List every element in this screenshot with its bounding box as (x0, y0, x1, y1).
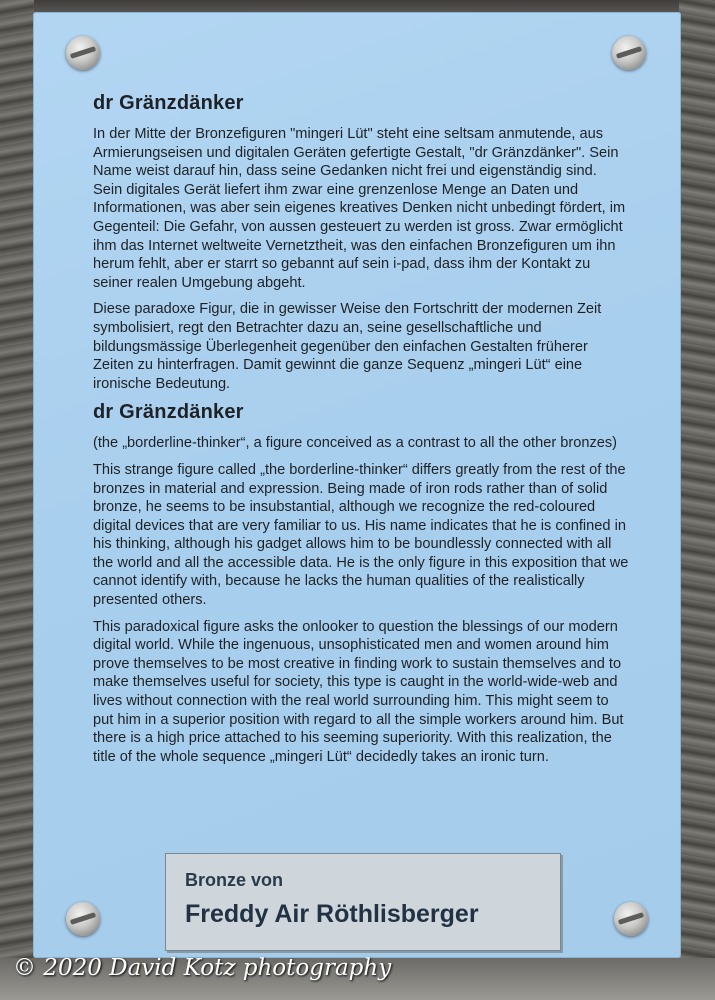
screw-icon (614, 902, 648, 936)
screw-icon (66, 902, 100, 936)
plaque-text (93, 92, 629, 774)
screw-icon (66, 36, 100, 70)
frame-left-rebar (0, 0, 34, 1000)
photo-watermark: © 2020 David Kotz photography (13, 955, 392, 981)
screw-icon (612, 36, 646, 70)
artist-label (165, 853, 561, 951)
english-subtitle: (the „borderline-thinker“, a figure conceived as a contrast to all the other bronzes) (93, 435, 618, 452)
artist-label-line1: Bronze von (185, 870, 284, 890)
german-paragraph-1: In der Mitte der Bronzefiguren "mingeri Lüt" steht eine seltsam anmutende, aus Armierungseisen und digitalen Geräten gefertigte Gestalt, "dr Gränzdänker". Sein Name weist darauf hin, dass seine Gedanken nicht frei und eigenständig sind. Sein digitales Gerät liefert ihm zwar eine grenzenlose Menge an Daten und Informationen, was aber sein eigenes kreatives Denken nicht unbedingt fördert, im Gegenteil: Die Gefahr, von aussen gesteuert zu werden ist gross. Zwar ermöglicht ihm das Internet weltweite Vernetztheit, was den einfachen Bronzefiguren um ihn herum fehlt, aber er starrt so gebannt auf sein i-pad, dass ihm der Kontakt zu seiner realen Umgebung abgeht. (93, 126, 626, 291)
german-paragraph-2: Diese paradoxe Figur, die in gewisser Weise den Fortschritt der modernen Zeit symbolisiert, regt den Betrachter dazu an, seine gesellschaftliche und bildungsmässige Überlegenheit gegenüber den einfachen Gestalten früherer Zeiten zu hinterfragen. Damit gewinnt die ganze Sequenz „mingeri Lüt“ eine ironische Bedeutung. (93, 301, 602, 392)
english-paragraph-1: This strange figure called „the borderline-thinker“ differs greatly from the rest of the bronzes in material and expression. Being made of iron rods rather than of solid bronze, he seems to be insubstantial, although we recognize the red-coloured digital devices that are very familiar to us. His name indicates that he is confined in his thinking, although his gadget allows him to be boundlessly connected with all the world and all the accessible data. He is the only figure in this exposition that we cannot identify with, because he lacks the human qualities of the realistically presented others. (93, 461, 629, 609)
english-title: dr Gränzdänker (93, 401, 244, 424)
german-title: dr Gränzdänker (93, 92, 244, 114)
artist-name: Freddy Air Röthlisberger (185, 900, 479, 928)
english-paragraph-2: This paradoxical figure asks the onlooker to question the blessings of our modern digital world. While the ingenuous, unsophisticated men and women around him prove themselves to be most creative in finding work to sustain themselves and to make themselves useful for society, this type is caught in the world-wide-web and lives without connection with the real world surrounding him. This might seem to put him in a superior position with regard to all the simple workers around him. But there is a high price attached to his seeming superiority. With this realization, the title of the whole sequence „mingeri Lüt“ decidedly takes an ironic turn. (93, 618, 624, 765)
frame-right-rebar (679, 0, 715, 1000)
